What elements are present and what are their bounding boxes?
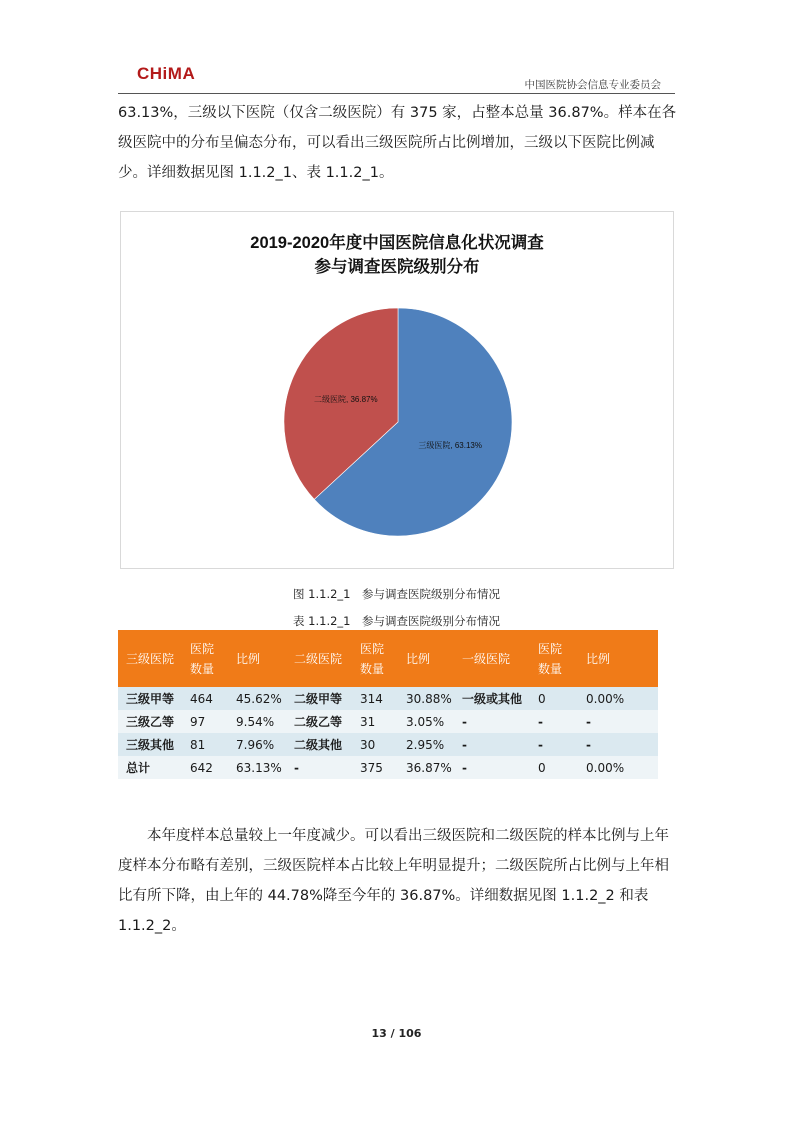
chart-title-line1: 2019-2020年度中国医院信息化状况调查 (250, 234, 544, 252)
table-row (118, 710, 658, 733)
table-cell: 0 (530, 756, 578, 779)
table-cell: 0 (530, 687, 578, 710)
table-cell: 314 (352, 687, 398, 710)
table-header-cell: 医院 数量 (182, 630, 228, 687)
table-row (118, 756, 658, 779)
table-cell: - (578, 733, 658, 756)
table-cell: 三级乙等 (118, 710, 182, 733)
table-header-cell: 一级医院 (454, 630, 530, 687)
table-cell: 30 (352, 733, 398, 756)
table-cell: - (454, 756, 530, 779)
table-cell: 0.00% (578, 687, 658, 710)
table-header-row (118, 630, 658, 687)
pie-slice-label: 二级医院, 36.87% (314, 395, 378, 405)
table-header-cell: 比例 (228, 630, 286, 687)
table-cell: 30.88% (398, 687, 454, 710)
table-cell: - (578, 710, 658, 733)
header-org-name: 中国医院协会信息专业委员会 (524, 79, 661, 91)
pie-chart (121, 212, 673, 568)
table-cell: 63.13% (228, 756, 286, 779)
table-header-cell: 比例 (578, 630, 658, 687)
table-caption: 表 1.1.2_1 参与调查医院级别分布情况 (293, 614, 500, 628)
header-divider (118, 93, 675, 94)
table-header-cell: 医院 数量 (530, 630, 578, 687)
table-header-cell: 二级医院 (286, 630, 352, 687)
table-header-cell: 三级医院 (118, 630, 182, 687)
hospital-level-table (118, 630, 658, 779)
table-cell: 二级其他 (286, 733, 352, 756)
table-cell: 7.96% (228, 733, 286, 756)
paragraph-summary-text: 本年度样本总量较上一年度减少。可以看出三级医院和二级医院的样本比例与上年度样本分布略有差别，三级医院样本占比较上年明显提升；二级医院所占比例与上年相比有所下降，由上年的 44.78%降至今年的 36.87%。详细数据见图 1.1.2_2 和表 1.1.2_2。 (118, 828, 669, 934)
page-number: 13 / 106 (371, 1027, 422, 1040)
table-header-cell: 比例 (398, 630, 454, 687)
table-cell: - (530, 710, 578, 733)
table-cell: 三级甲等 (118, 687, 182, 710)
table-cell: 45.62% (228, 687, 286, 710)
table-cell: 总计 (118, 756, 182, 779)
table-cell: - (454, 710, 530, 733)
table-cell: - (454, 733, 530, 756)
table-cell: 31 (352, 710, 398, 733)
pie-slice-label: 三级医院, 63.13% (418, 440, 482, 450)
table-cell: 97 (182, 710, 228, 733)
table-cell: 2.95% (398, 733, 454, 756)
table-header-cell: 医院 数量 (352, 630, 398, 687)
table-cell: 642 (182, 756, 228, 779)
chima-logo: CHiMA (137, 64, 196, 83)
table-cell: - (530, 733, 578, 756)
table-cell: 3.05% (398, 710, 454, 733)
figure-caption: 图 1.1.2_1 参与调查医院级别分布情况 (293, 587, 500, 601)
table-cell: 81 (182, 733, 228, 756)
paragraph-summary (118, 821, 678, 941)
table-cell: 0.00% (578, 756, 658, 779)
table-cell: 375 (352, 756, 398, 779)
table-row (118, 687, 658, 710)
table-cell: 36.87% (398, 756, 454, 779)
paragraph-intro: 63.13%，三级以下医院（仅含二级医院）有 375 家，占整本总量 36.87%。样本在各级医院中的分布呈偏态分布，可以看出三级医院所占比例增加，三级以下医院比例减少。详细数据见图 1.1.2_1、表 1.1.2_1。 (118, 105, 677, 181)
chart-title-line2: 参与调查医院级别分布 (314, 258, 480, 276)
table-cell: 一级或其他 (454, 687, 530, 710)
table-cell: 464 (182, 687, 228, 710)
table-row (118, 733, 658, 756)
table-cell: 三级其他 (118, 733, 182, 756)
table-cell: 9.54% (228, 710, 286, 733)
pie-chart-container (120, 211, 674, 569)
table-cell: - (286, 756, 352, 779)
table-cell: 二级甲等 (286, 687, 352, 710)
table-cell: 二级乙等 (286, 710, 352, 733)
